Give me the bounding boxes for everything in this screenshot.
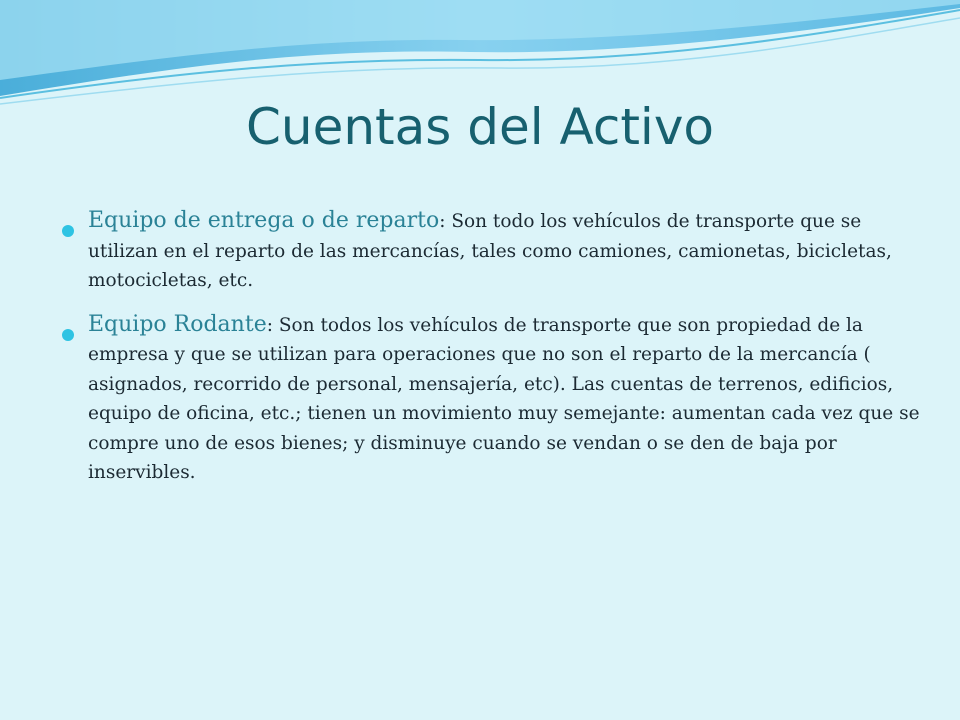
bullet-item — [62, 206, 922, 296]
bullet-text — [88, 310, 922, 488]
slide-title: Cuentas del Activo — [245, 98, 715, 156]
bullet-item — [62, 310, 922, 488]
bullet-description: : Son todo los vehículos de transporte que se utilizan en el reparto de las mercancías, tales como camiones, camionetas, bicicletas, motocicletas, etc. — [88, 211, 892, 291]
bullet-dot-icon — [62, 329, 74, 341]
bullet-dot-icon — [62, 225, 74, 237]
bullet-term: Equipo de entrega o de reparto — [88, 208, 440, 233]
bullet-list — [62, 206, 922, 502]
bullet-term: Equipo Rodante — [88, 311, 267, 337]
bullet-text — [88, 206, 922, 296]
bullet-description: : Son todos los vehículos de transporte que son propiedad de la empresa y que se utilizan para operaciones que no son el reparto de la mercancía ( asignados, recorrido de personal, mensajería, etc). Las cuentas de terrenos, edificios, equipo de oficina, etc.; tienen un movimiento muy semejante: aumentan cada vez que se compre uno de esos bienes; y disminuye cuando se vendan o se den de baja por inservibles. — [88, 314, 920, 483]
